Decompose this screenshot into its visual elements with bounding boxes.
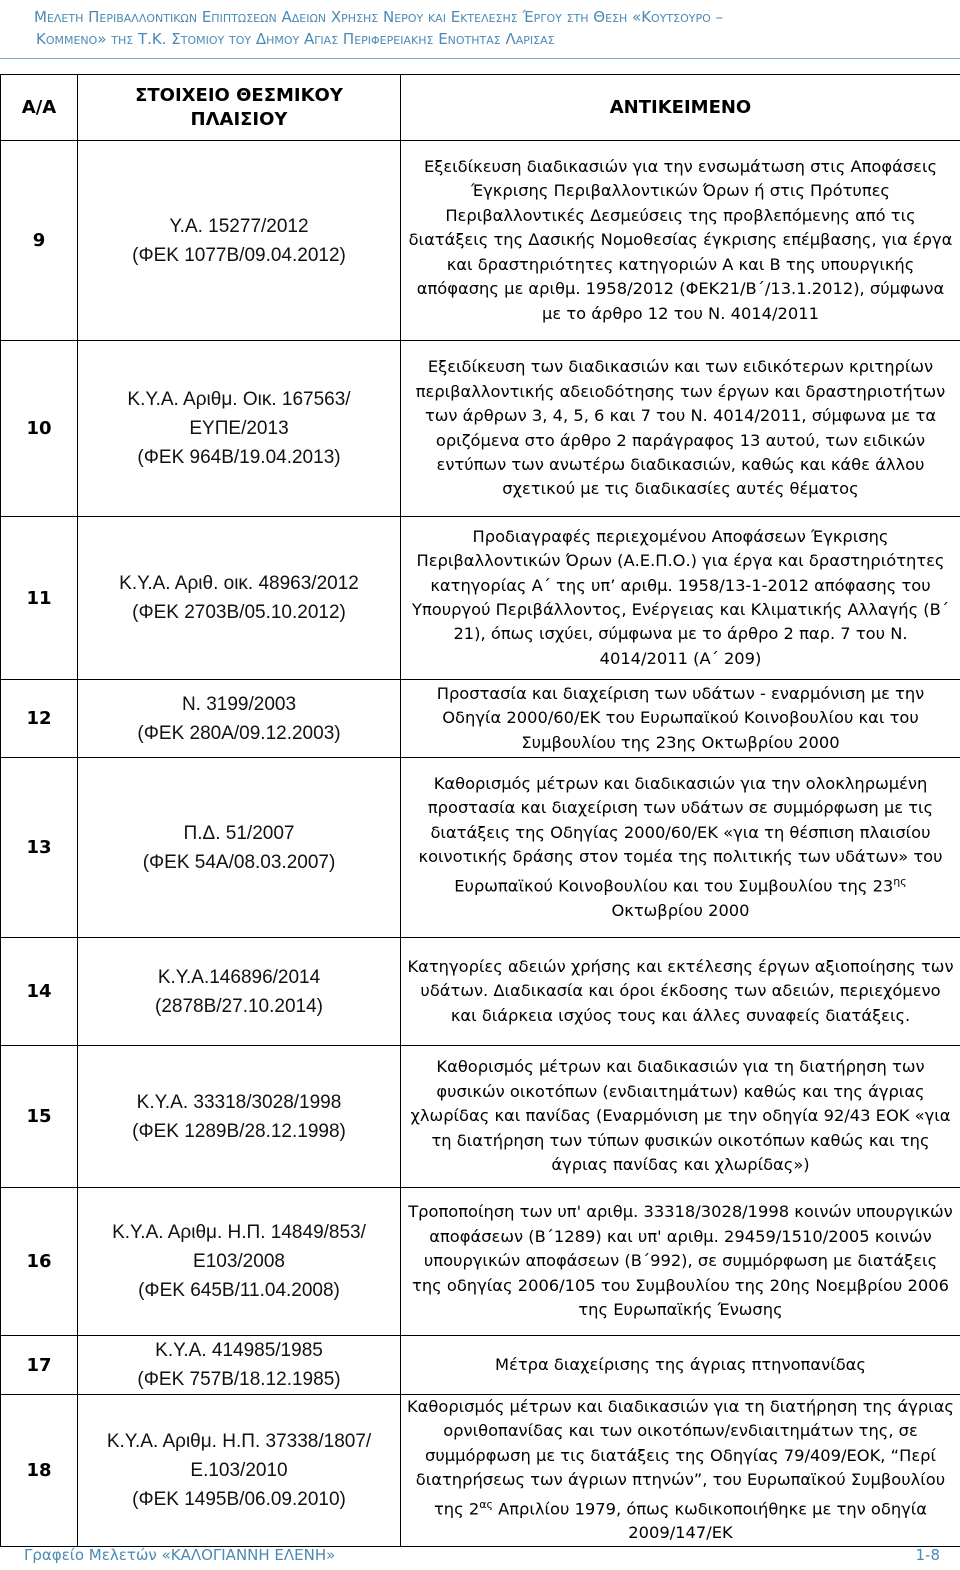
description-text: Προστασία και διαχείριση των υδάτων - εναρμόνιση με την Οδηγία 2000/60/ΕΚ του Ευρωπαϊκού Κοινοβουλίου και του Συμβουλίου της 23ης Οκτωβρίου 2000: [436, 683, 925, 752]
legal-reference-line: Ν. 3199/2003: [181, 693, 297, 715]
table-row: [1, 1046, 960, 1188]
subject-description: [401, 1395, 960, 1547]
legal-reference-line: Κ.Υ.Α.146896/2014: [157, 966, 321, 988]
row-number: 12: [1, 680, 78, 758]
row-number: 10: [1, 341, 78, 517]
subject-description: [401, 1188, 960, 1336]
legal-reference: [78, 1188, 401, 1336]
legal-reference-line: (ΦΕΚ 280Α/09.12.2003): [137, 722, 341, 744]
legal-reference-line: Υ.Α. 15277/2012: [169, 215, 309, 237]
description-text: Τροποποίηση των υπ' αριθμ. 33318/3028/1998 κοινών υπουργικών αποφάσεων (Β΄1289) και υπ' αριθμ. 29459/1510/2005 κοινών υπουργικών αποφάσεων (Β΄992), σε συμμόρφωση με διατάξεις της οδηγίας 2006/105 του Συμβουλίου της 20ης Νοεμβρίου 2006 της Ευρωπαϊκής Ένωσης: [408, 1202, 953, 1320]
subject-description: [401, 758, 960, 938]
legal-reference: [78, 1046, 401, 1188]
header-num: Α/Α: [1, 75, 78, 141]
description-text: Κατηγορίες αδειών χρήσης και εκτέλεσης έργων αξιοποίησης των υδάτων. Διαδικασία και όροι έκδοσης των αδειών, περιεχόμενο και διάρκεια ισχύος τους και άλλες συναφείς διατάξεις.: [407, 956, 954, 1025]
legal-reference: [78, 758, 401, 938]
description-tail: Απριλίου 1979, όπως κωδικοποιήθηκε με την οδηγία 2009/147/ΕΚ: [492, 1499, 928, 1543]
description-tail: Οκτωβρίου 2000: [611, 900, 750, 920]
header-subject: ΑΝΤΙΚΕΙΜΕΝΟ: [401, 75, 960, 141]
legal-reference-line: Κ.Υ.Α. 33318/3028/1998: [136, 1091, 342, 1113]
legal-reference-line: Κ.Υ.Α. Αριθμ. Η.Π. 37338/1807/Ε.103/2010: [106, 1430, 372, 1481]
row-number: 16: [1, 1188, 78, 1336]
legal-reference: [78, 680, 401, 758]
legal-reference: [78, 1395, 401, 1547]
subject-description: [401, 1046, 960, 1188]
table-row: [1, 680, 960, 758]
row-number: 14: [1, 938, 78, 1046]
legal-reference-line: (ΦΕΚ 1289Β/28.12.1998): [132, 1120, 346, 1142]
legal-reference: [78, 341, 401, 517]
table-header-row: [1, 75, 960, 141]
row-number: 9: [1, 141, 78, 341]
header-divider: [0, 58, 960, 59]
legal-reference-line: (ΦΕΚ 2703Β/05.10.2012): [132, 602, 346, 623]
legal-reference: [78, 1336, 401, 1395]
row-number: 13: [1, 758, 78, 938]
row-number: 18: [1, 1395, 78, 1547]
row-number: 15: [1, 1046, 78, 1188]
legal-reference-line: (ΦΕΚ 1495Β/06.09.2010): [132, 1488, 346, 1510]
subject-description: [401, 680, 960, 758]
table-row: [1, 1188, 960, 1336]
row-number: 11: [1, 517, 78, 680]
legal-reference-line: (ΦΕΚ 645Β/11.04.2008): [138, 1280, 340, 1301]
legal-reference-line: Π.Δ. 51/2007: [183, 822, 295, 844]
legal-reference-line: (ΦΕΚ 757Β/18.12.1985): [137, 1369, 341, 1390]
row-number: 17: [1, 1336, 78, 1395]
legal-reference-line: Κ.Υ.Α. Αριθ. οικ. 48963/2012: [119, 573, 359, 594]
footer-office: Γραφείο Μελετών «ΚΑΛΟΓΙΑΝΝΗ ΕΛΕΝΗ»: [24, 1546, 336, 1564]
header-line-1: Μελετη Περιβαλλοντικων Επιπτωσεων Αδειων Χρησης Νερου και Εκτελεσης Έργου στη Θεση «Κουτσουρο –: [34, 8, 724, 26]
legal-reference-line: (ΦΕΚ 1077Β/09.04.2012): [132, 244, 346, 266]
legal-reference-line: (2878Β/27.10.2014): [155, 995, 323, 1017]
table-row: [1, 1395, 960, 1547]
legal-reference-line: Κ.Υ.Α. Αριθμ. Η.Π. 14849/853/Ε103/2008: [112, 1222, 366, 1272]
legal-reference: [78, 141, 401, 341]
page-footer: [24, 1545, 940, 1565]
subject-description: [401, 341, 960, 517]
subject-description: [401, 938, 960, 1046]
description-text: Καθορισμός μέτρων και διαδικασιών για την ολοκληρωμένη προστασία και διαχείριση των υδάτων σε συμμόρφωση με τις διατάξεις της Οδηγίας 2000/60/ΕΚ «για τη θέσπιση πλαισίου κοινοτικής δράσης στον τομέα της πολιτικής των υδάτων» του Ευρωπαϊκού Κοινοβουλίου και του Συμβουλίου της 23: [418, 774, 943, 896]
description-text: Μέτρα διαχείρισης της άγριας πτηνοπανίδας: [495, 1354, 866, 1374]
subject-description: [401, 1336, 960, 1395]
table-row: [1, 517, 960, 680]
table-row: [1, 141, 960, 341]
description-text: Προδιαγραφές περιεχομένου Αποφάσεων Έγκρισης Περιβαλλοντικών Όρων (Α.Ε.Π.Ο.) για έργα και δραστηριότητες κατηγορίας Α΄ της υπ’ αριθμ. 1958/13-1-2012 απόφασης του Υπουργού Περιβάλλοντος, Ενέργειας και Κλιματικής Αλλαγής (Β΄ 21), όπως ισχύει, σύμφωνα με το άρθρο 2 παρ. 7 του Ν. 4014/2011 (Α΄ 209): [412, 526, 949, 668]
table-row: [1, 1336, 960, 1395]
legal-reference-line: (ΦΕΚ 54Α/08.03.2007): [142, 851, 336, 873]
legal-reference-line: Κ.Υ.Α. Αριθμ. Οικ. 167563/ΕΥΠΕ/2013: [127, 389, 351, 439]
subject-description: [401, 141, 960, 341]
legal-reference-line: (ΦΕΚ 964Β/19.04.2013): [137, 447, 341, 468]
header-line-2: Κομμενο» της Τ.Κ. Στομιου του Δημου Αγιας Περιφερειακης Ενοτητας Λαρισας: [36, 30, 555, 48]
subject-description: [401, 517, 960, 680]
legal-reference: [78, 938, 401, 1046]
legal-framework-table: [0, 74, 960, 1547]
description-text: Εξειδίκευση των διαδικασιών και των ειδικότερων κριτηρίων περιβαλλοντικής αδειοδότησης των έργων και δραστηριοτήτων των άρθρων 3, 4, 5, 6 και 7 του Ν. 4014/2011, σύμφωνα με τα οριζόμενα στο άρθρο 2 παράγραφος 13 αυτού, των ειδικών εντύπων των ανωτέρω διαδικασιών, καθώς και κάθε άλλου σχετικού με τις διαδικασίες αυτές θέματος: [415, 357, 946, 499]
page-number: 1-8: [915, 1546, 940, 1564]
table-row: [1, 341, 960, 517]
description-text: Εξειδίκευση διαδικασιών για την ενσωμάτωση στις Αποφάσεις Έγκρισης Περιβαλλοντικών Όρων ή στις Πρότυπες Περιβαλλοντικές Δεσμεύσεις της προβλεπόμενης από τις διατάξεις της Δασικής Νομοθεσίας έγκρισης επέμβασης, για έργα και δραστηριότητες κατηγοριών Α και Β της υπουργικής απόφασης με αριθμ. 1958/2012 (ΦΕΚ21/Β΄/13.1.2012), σύμφωνα με το άρθρο 12 του Ν. 4014/2011: [408, 157, 953, 323]
page-header: [34, 6, 934, 50]
description-text: Καθορισμός μέτρων και διαδικασιών για τη διατήρηση της άγριας ορνιθοπανίδας και των οικοτόπων/ενδιαιτημάτων της, σε συμμόρφωση με τις διατάξεις της Οδηγίας 79/409/ΕΟΚ, “Περί διατηρήσεως των άγριων πτηνών”, του Ευρωπαϊκού Συμβουλίου της 2: [407, 1397, 954, 1519]
ordinal-superscript: ας: [479, 1497, 493, 1511]
legal-reference-line: Κ.Υ.Α. 414985/1985: [155, 1340, 323, 1361]
table-row: [1, 938, 960, 1046]
header-legal: ΣΤΟΙΧΕΙΟ ΘΕΣΜΙΚΟΥ ΠΛΑΙΣΙΟΥ: [78, 75, 401, 141]
description-text: Καθορισμός μέτρων και διαδικασιών για τη διατήρηση των φυσικών οικοτόπων (ενδιαιτημάτων) καθώς και της άγριας χλωρίδας και πανίδας (Εναρμόνιση με την οδηγία 92/43 ΕΟΚ «για τη διατήρηση των τύπων φυσικών οικοτόπων καθώς και της άγριας πανίδας και χλωρίδας»): [410, 1057, 951, 1175]
table-row: [1, 758, 960, 938]
legal-reference: [78, 517, 401, 680]
ordinal-superscript: ης: [893, 874, 907, 888]
